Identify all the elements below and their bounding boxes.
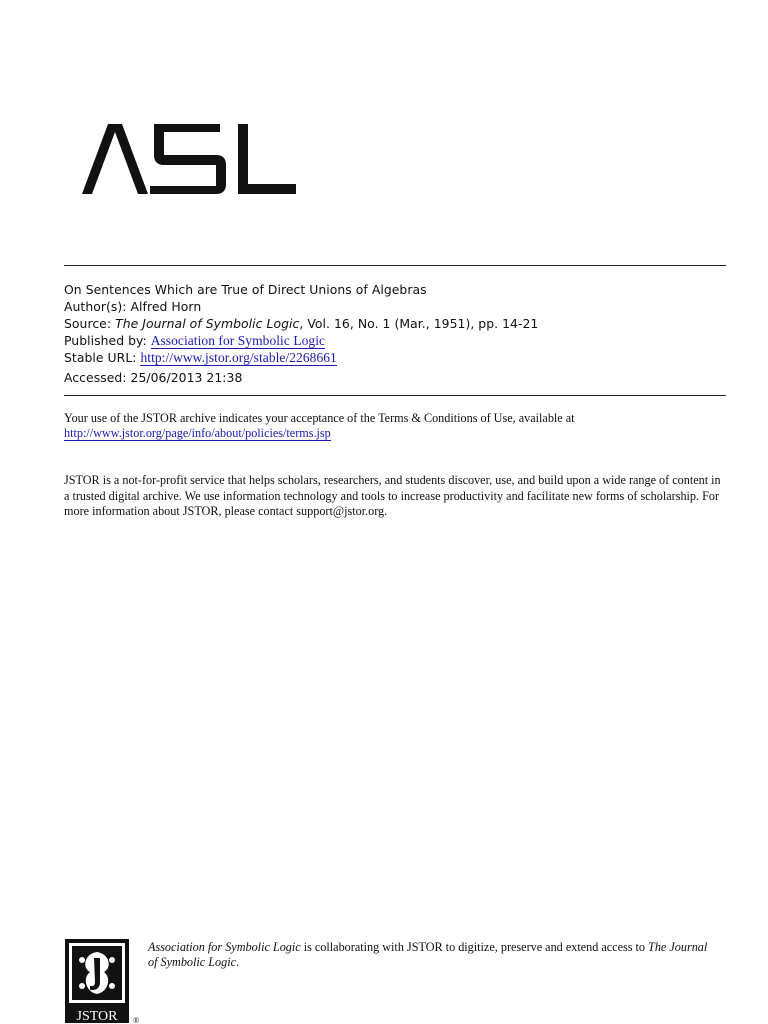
accessed-label: Accessed: [64,370,131,385]
footer-middle: is collaborating with JSTOR to digitize, preserve and extend access to [300,940,649,954]
asl-logo [78,120,300,198]
footer-org: Association for Symbolic Logic [148,940,301,954]
publisher-label: Published by: [64,333,151,348]
source-journal: The Journal of Symbolic Logic [115,316,300,331]
article-accessed [64,369,726,386]
footer-collaboration-text [148,940,708,969]
source-details: , Vol. 16, No. 1 (Mar., 1951), pp. 14-21 [299,316,539,331]
article-title: On Sentences Which are True of Direct Unions of Algebras [64,282,427,297]
stable-url-link[interactable]: http://www.jstor.org/stable/2268661 [140,350,337,365]
publisher-link[interactable]: Association for Symbolic Logic [150,333,326,348]
footer-end: . [236,954,240,969]
jstor-logo-text: JSTOR [76,1009,118,1024]
author-name: Alfred Horn [130,299,202,314]
accessed-date: 25/06/2013 21:38 [130,370,243,385]
article-metadata [64,281,726,386]
stable-url-label: Stable URL: [64,350,141,365]
terms-text: Your use of the JSTOR archive indicates your acceptance of the Terms & Conditions of Use, available at [64,411,575,425]
footer-journal: The Journal of Symbolic Logic [148,940,708,969]
jstor-logo [64,938,144,1024]
middle-divider [64,395,726,396]
article-stable-url [64,349,726,366]
article-publisher [64,332,726,349]
jstor-registered-mark: ® [132,1016,140,1024]
article-source [64,315,726,332]
jstor-description: JSTOR is a not-for-profit service that helps scholars, researchers, and students discover, use, and build upon a wide range of content in a trusted digital archive. We use information technology and tools to increase productivity and facilitate new forms of scholarship. For more information about JSTOR, please contact support@jstor.org. [64,473,721,518]
top-divider [64,265,726,266]
terms-link[interactable]: http://www.jstor.org/page/info/about/policies/terms.jsp [64,426,331,440]
source-label: Source: [64,316,116,331]
author-label: Author(s): [64,299,131,314]
terms-notice [64,411,726,441]
article-author [64,298,726,315]
